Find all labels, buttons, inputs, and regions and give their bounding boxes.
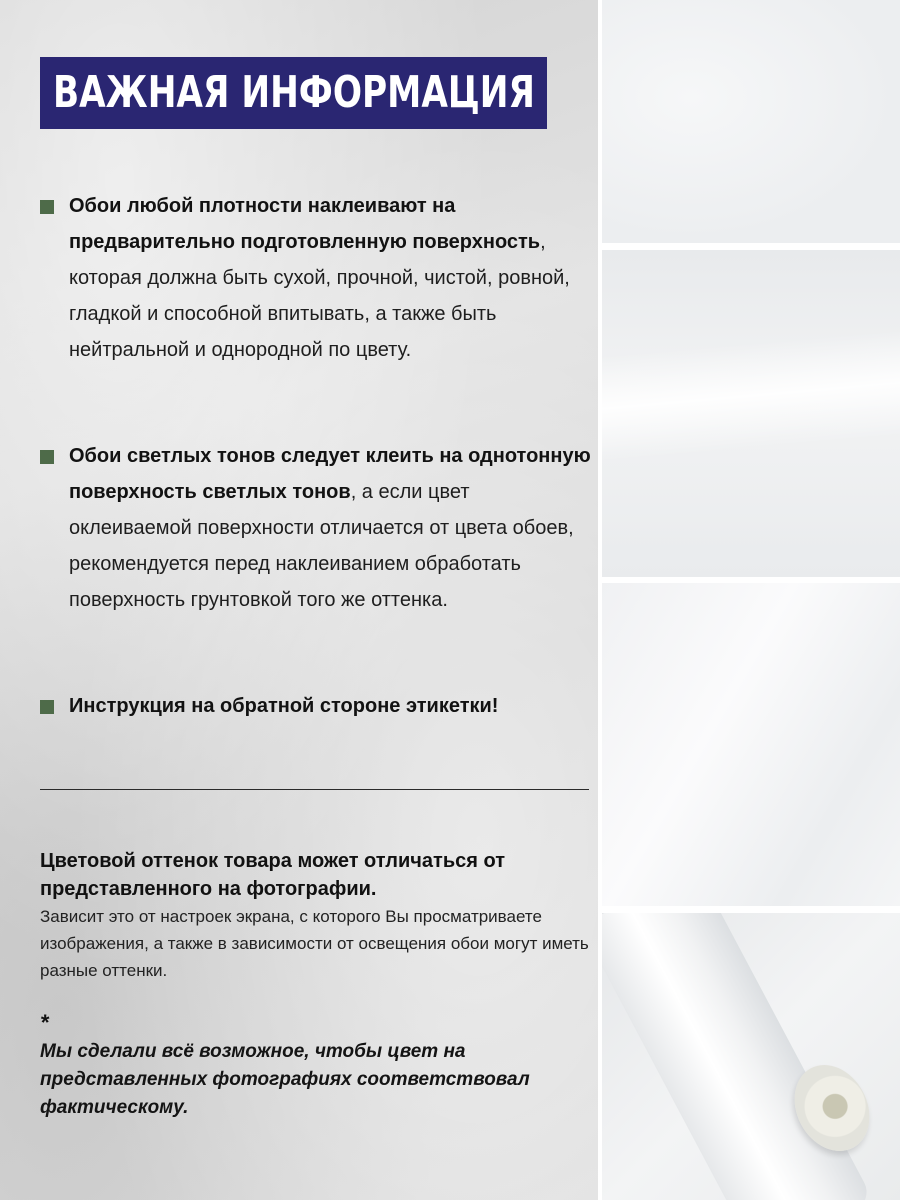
bullet-text: [69, 438, 596, 618]
square-bullet-icon: [40, 700, 54, 714]
color-note-heading: Цветовой оттенок товара может отличаться от представленного на фотографии.: [40, 850, 505, 900]
bullet-bold-text: Обои любой плотности наклеивают на предварительно подготовленную поверхность: [69, 195, 541, 253]
disclaimer-text: Мы сделали всё возможное, чтобы цвет на представленных фотографиях соответствовал фактическому.: [40, 1041, 530, 1118]
wallpaper-photo-fold: [602, 250, 900, 577]
title-banner: [40, 57, 547, 129]
square-bullet-icon: [40, 200, 54, 214]
wallpaper-photo-sheet: [602, 583, 900, 906]
divider: [40, 789, 589, 790]
bullet-regular-text: , которая должна быть сухой, прочной, чистой, ровной, гладкой и способной впитывать, а также быть нейтральной и однородной по цвету.: [69, 231, 570, 361]
wallpaper-photo-roll: [602, 913, 900, 1200]
bullet-bold-text: Инструкция на обратной стороне этикетки!: [69, 695, 499, 717]
wallpaper-photo-texture: [602, 0, 900, 243]
page-title: ВАЖНАЯ ИНФОРМАЦИЯ: [52, 67, 535, 118]
asterisk-marker: *: [40, 1010, 49, 1035]
square-bullet-icon: [40, 450, 54, 464]
color-note-body: Зависит это от настроек экрана, с которого Вы просматриваете изображения, а также в зависимости от освещения обои могут иметь разные оттенки.: [40, 907, 589, 980]
bullet-regular-text: , а если цвет оклеиваемой поверхности отличается от цвета обоев, рекомендуется перед наклеиванием обработать поверхность грунтовкой того же оттенка.: [69, 481, 574, 611]
bullet-text: [69, 688, 596, 724]
photo-column: [598, 0, 900, 1200]
bullet-text: [69, 188, 596, 368]
bullet-bold-text: Обои светлых тонов следует клеить на однотонную поверхность светлых тонов: [69, 445, 591, 503]
wallpaper-roll-image: [602, 913, 874, 1200]
